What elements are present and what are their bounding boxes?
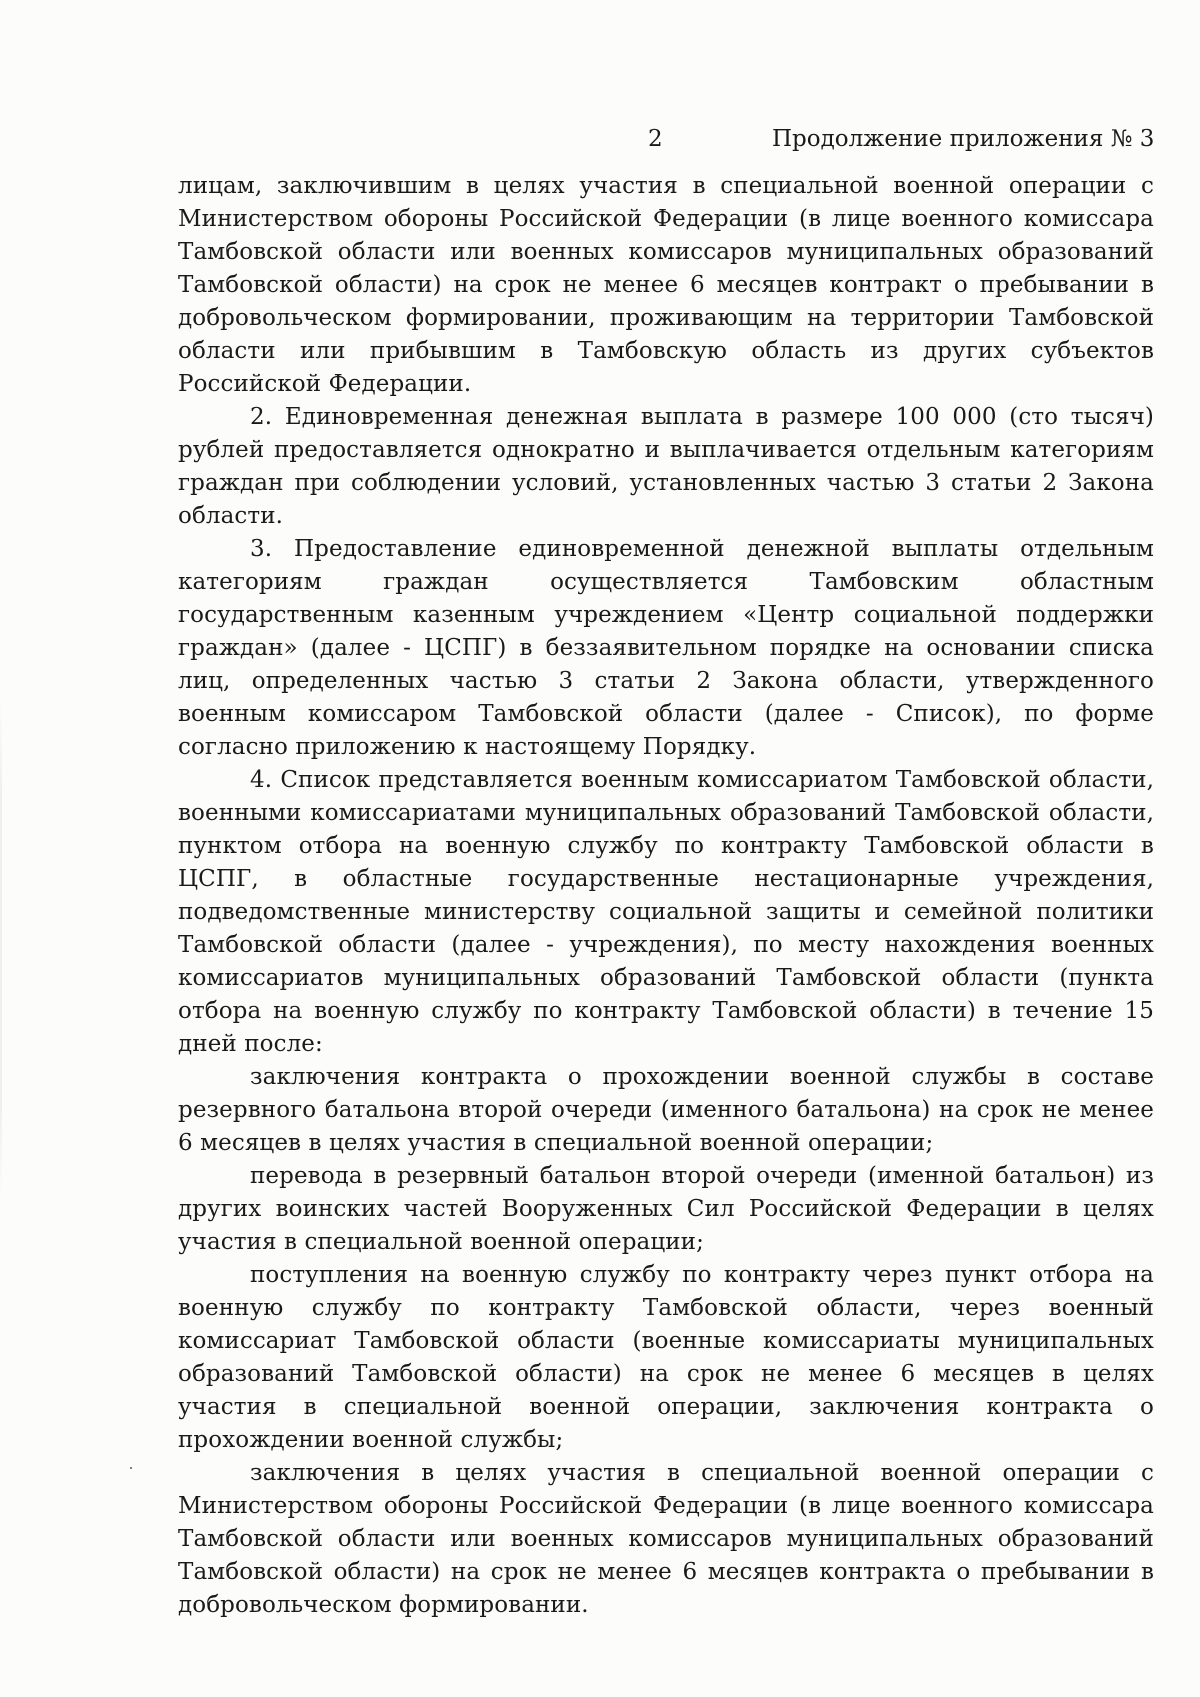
paragraph-item-4: 4. Список представляется военным комиссариатом Тамбовской области, военными комиссариатами муниципальных образований Тамбовской области, пунктом отбора на военную службу по контракту Тамбовской области в ЦСПГ, в областные государственные нестационарные учреждения, подведомственные министерству социальной защиты и семейной политики Тамбовской области (далее - учреждения), по месту нахождения военных комиссариатов муниципальных образований Тамбовской области (пункта отбора на военную службу по контракту Тамбовской области) в течение 15 дней после: xyxy=(178,767,1154,1057)
paragraph-item-2: 2. Единовременная денежная выплата в размере 100 000 (сто тысяч) рублей предоставляется однократно и выплачивается отдельным категориям граждан при соблюдении условий, установленных частью 3 статьи 2 Закона области. xyxy=(178,404,1154,529)
page-number: 2 xyxy=(648,126,663,152)
paragraph-condition-2: перевода в резервный батальон второй очереди (именной батальон) из других воинских частей Вооруженных Сил Российской Федерации в целях участия в специальной военной операции; xyxy=(178,1163,1154,1255)
appendix-continuation-label: Продолжение приложения № 3 xyxy=(772,126,1155,152)
document-body xyxy=(178,170,1154,1622)
paragraph-item-3: 3. Предоставление единовременной денежной выплаты отдельным категориям граждан осуществляется Тамбовским областным государственным казенным учреждением «Центр социальной поддержки граждан» (далее - ЦСПГ) в беззаявительном порядке на основании списка лиц, определенных частью 3 статьи 2 Закона области, утвержденного военным комиссаром Тамбовской области (далее - Список), по форме согласно приложению к настоящему Порядку. xyxy=(178,536,1154,760)
scan-edge-shadow xyxy=(0,700,2,1200)
paragraph-condition-1: заключения контракта о прохождении военной службы в составе резервного батальона второй очереди (именного батальона) на срок не менее 6 месяцев в целях участия в специальной военной операции; xyxy=(178,1064,1154,1156)
paragraph-continuation: лицам, заключившим в целях участия в специальной военной операции с Министерством обороны Российской Федерации (в лице военного комиссара Тамбовской области или военных комиссаров муниципальных образований Тамбовской области) на срок не менее 6 месяцев контракт о пребывании в добровольческом формировании, проживающим на территории Тамбовской области или прибывшим в Тамбовскую область из других субъектов Российской Федерации. xyxy=(178,173,1154,397)
paragraph-condition-3: поступления на военную службу по контракту через пункт отбора на военную службу по контракту Тамбовской области, через военный комиссариат Тамбовской области (военные комиссариаты муниципальных образований Тамбовской области) на срок не менее 6 месяцев в целях участия в специальной военной операции, заключения контракта о прохождении военной службы; xyxy=(178,1262,1154,1453)
page-header xyxy=(0,124,1200,160)
paragraph-condition-4: заключения в целях участия в специальной военной операции с Министерством обороны Российской Федерации (в лице военного комиссара Тамбовской области или военных комиссаров муниципальных образований Тамбовской области) на срок не менее 6 месяцев контракта о пребывании в добровольческом формировании. xyxy=(178,1460,1154,1618)
scan-speck xyxy=(130,1467,132,1469)
